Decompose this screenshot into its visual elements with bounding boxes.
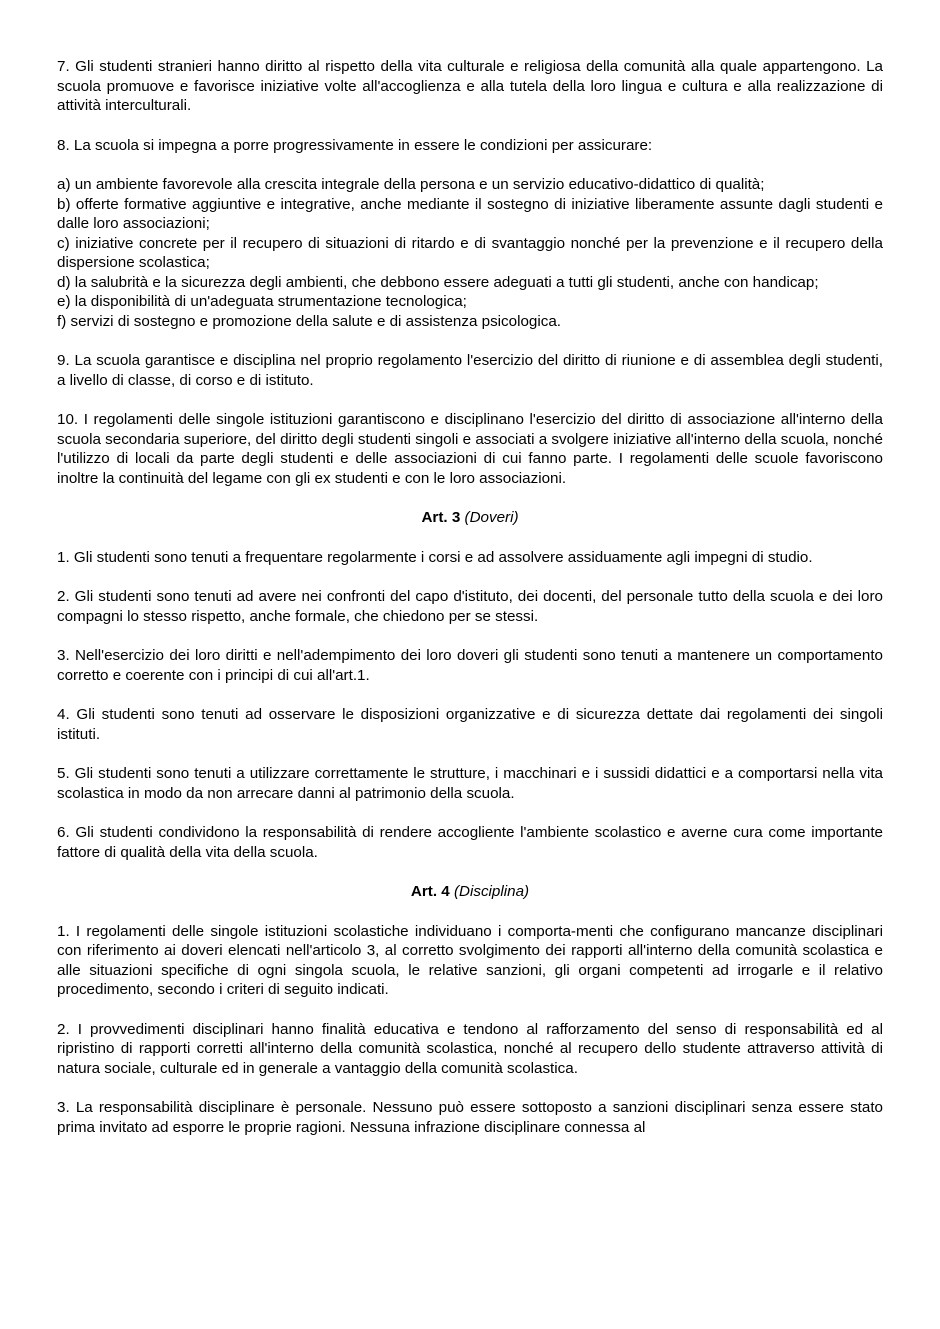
list-item: d) la salubrità e la sicurezza degli ambienti, che debbono essere adeguati a tutti gli studenti, anche con handicap; <box>57 273 819 291</box>
article-4-subtitle: (Disciplina) <box>453 883 530 900</box>
document-page <box>57 57 883 1137</box>
paragraph-8: 8. La scuola si impegna a porre progressivamente in essere le condizioni per assicurare: <box>57 136 653 154</box>
article-3-subtitle: (Doveri) <box>464 509 519 526</box>
art3-paragraph: 3. Nell'esercizio dei loro diritti e nell'adempimento dei loro doveri gli studenti sono tenuti a mantenere un comportamento corretto e coerente con i principi di cui all'art.1. <box>57 647 883 684</box>
paragraph-9: 9. La scuola garantisce e disciplina nel proprio regolamento l'esercizio del diritto di riunione e di assemblea degli studenti, a livello di classe, di corso e di istituto. <box>57 352 883 389</box>
list-item: b) offerte formative aggiuntive e integrative, anche mediante il sostegno di iniziative liberamente assunte dagli studenti e dalle loro associazioni; <box>57 195 883 232</box>
art3-paragraph: 1. Gli studenti sono tenuti a frequentare regolarmente i corsi e ad assolvere assiduamente agli impegni di studio. <box>57 548 813 566</box>
article-4-heading <box>57 882 883 902</box>
list-item: a) un ambiente favorevole alla crescita integrale della persona e un servizio educativo-didattico di qualità; <box>57 176 765 193</box>
art4-paragraph: 1. I regolamenti delle singole istituzioni scolastiche individuano i comporta-menti che configurano mancanze disciplinari con riferimento ai doveri elencati nell'articolo 3, al corretto svolgimento dei rapporti all'interno della comunità scolastica e alle situazioni specifiche di ogni singola scuola, le relative sanzioni, gli organi competenti ad irrogarle e il relativo procedimento, secondo i criteri di seguito indicati. <box>57 922 883 998</box>
art3-paragraph: 6. Gli studenti condividono la responsabilità di rendere accogliente l'ambiente scolastico e averne cura come importante fattore di qualità della vita della scuola. <box>57 824 883 861</box>
article-3-heading <box>57 508 883 528</box>
list-item: c) iniziative concrete per il recupero di situazioni di ritardo e di svantaggio nonché per la prevenzione e il recupero della dispersione scolastica; <box>57 234 883 271</box>
list-item: e) la disponibilità di un'adeguata strumentazione tecnologica; <box>57 293 467 310</box>
art3-paragraph: 4. Gli studenti sono tenuti ad osservare le disposizioni organizzative e di sicurezza dettate dai regolamenti dei singoli istituti. <box>57 706 883 743</box>
art4-paragraph: 2. I provvedimenti disciplinari hanno finalità educativa e tendono al rafforzamento del senso di responsabilità ed al ripristino di rapporti corretti all'interno della comunità scolastica, nonché al recupero dello studente attraverso attività di natura sociale, culturale ed in generale a vantaggio della comunità scolastica. <box>57 1020 883 1077</box>
paragraph-7: 7. Gli studenti stranieri hanno diritto al rispetto della vita culturale e religiosa della comunità alla quale appartengono. La scuola promuove e favorisce iniziative volte all'accoglienza e alla tutela della loro lingua e cultura e alla realizzazione di attività interculturali. <box>57 58 883 114</box>
list-item: f) servizi di sostegno e promozione della salute e di assistenza psicologica. <box>57 312 561 330</box>
art4-paragraph: 3. La responsabilità disciplinare è personale. Nessuno può essere sottoposto a sanzioni disciplinari senza essere stato prima invitato ad esporre le proprie ragioni. Nessuna infrazione disciplinare connessa al <box>57 1099 883 1136</box>
article-3-label: Art. 3 <box>421 509 461 526</box>
article-4-label: Art. 4 <box>410 883 450 900</box>
art3-paragraph: 5. Gli studenti sono tenuti a utilizzare correttamente le strutture, i macchinari e i sussidi didattici e a comportarsi nella vita scolastica in modo da non arrecare danni al patrimonio della scuola. <box>57 765 883 802</box>
conditions-list <box>57 175 883 331</box>
art3-paragraph: 2. Gli studenti sono tenuti ad avere nei confronti del capo d'istituto, dei docenti, del personale tutto della scuola e dei loro compagni lo stesso rispetto, anche formale, che chiedono per se stessi. <box>57 588 883 625</box>
paragraph-10: 10. I regolamenti delle singole istituzioni garantiscono e disciplinano l'esercizio del diritto di associazione all'interno della scuola secondaria superiore, del diritto degli studenti singoli e associati a svolgere iniziative all'interno della scuola, nonché l'utilizzo di locali da parte degli studenti e delle associazioni di cui fanno parte. I regolamenti delle scuole favoriscono inoltre la continuità del legame con gli ex studenti e con le loro associazioni. <box>57 411 883 487</box>
